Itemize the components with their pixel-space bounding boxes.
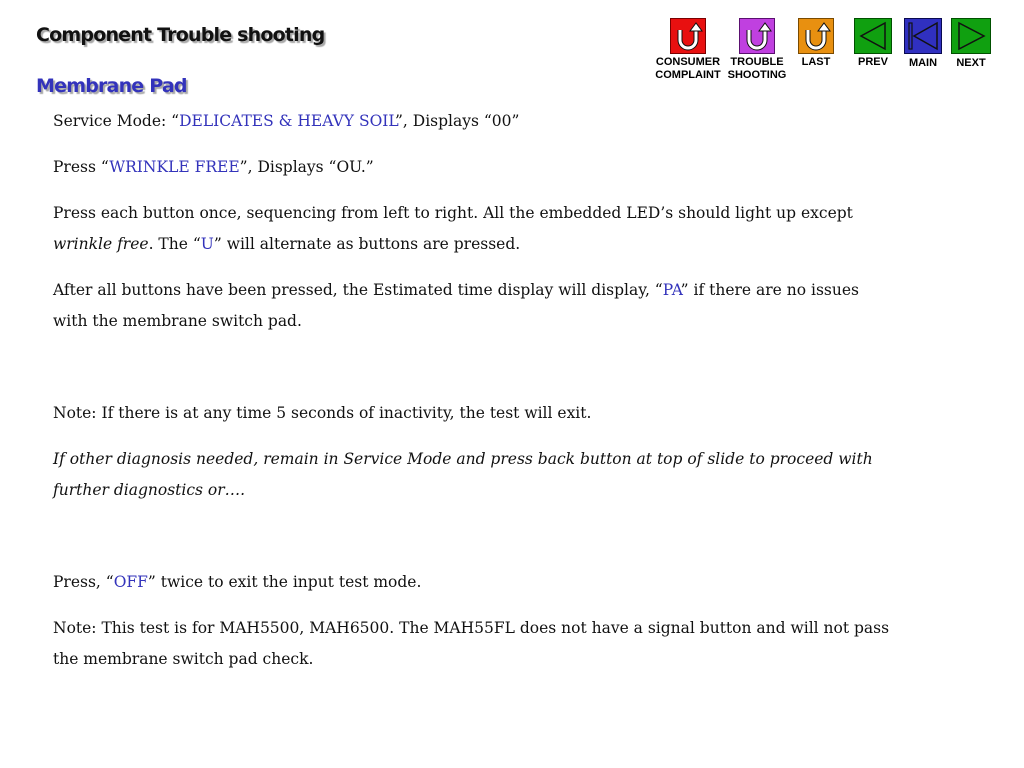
last-button[interactable] [794,18,838,69]
service-mode-instruction: Service Mode: “DELICATES & HEAVY SOIL”, Displays “00” [53,112,520,130]
last-label: LAST [801,56,831,68]
main-button[interactable] [902,18,944,70]
sequence-instruction: Press each button once, sequencing from left to right. All the embedded LED’s should light up except wrinkle free. The “U” will alternate as buttons are pressed. [53,204,853,253]
result-instruction: After all buttons have been pressed, the Estimated time display will display, “PA” if there are no issues with the membrane switch pad. [53,281,859,330]
slide-title: Component Trouble shooting [36,24,325,46]
prev-label: PREV [858,56,888,68]
exit-instruction: Press, “OFF” twice to exit the input test mode. [53,573,422,591]
triangle-right-icon [951,18,991,54]
u-turn-arrow-icon [739,18,775,54]
off-button-highlight: OFF [113,573,148,591]
u-turn-arrow-icon [670,18,706,54]
consumer-complaint-button[interactable] [653,18,723,82]
next-label: NEXT [956,57,986,69]
model-note: Note: This test is for MAH5500, MAH6500. The MAH55FL does not have a signal button and will not pass the membrane switch pad check. [53,619,890,668]
wrinkle-free-italic: wrinkle free [53,235,149,253]
trouble-shooting-button[interactable] [722,18,792,82]
wrinkle-free-instruction: Press “WRINKLE FREE”, Displays “OU.” [53,158,374,176]
main-label: MAIN [908,57,938,69]
pass-code-highlight: PA [662,281,681,299]
next-button[interactable] [949,18,993,70]
button-name-highlight: WRINKLE FREE [109,158,240,176]
display-code-highlight: U [200,235,214,253]
nav-bar [0,18,1024,88]
triangle-left-icon [854,18,892,54]
skip-to-start-icon [904,18,942,54]
trouble-shooting-label: TROUBLE SHOOTING [727,56,787,81]
slide-body [53,106,898,690]
u-turn-arrow-icon [798,18,834,54]
consumer-complaint-label: CONSUMER COMPLAINT [655,56,721,81]
inactivity-note: Note: If there is at any time 5 seconds of inactivity, the test will exit. [53,404,592,422]
diagnosis-note: If other diagnosis needed, remain in Service Mode and press back button at top of slide to proceed with further diagnostics or…. [53,450,873,499]
slide-subtitle: Membrane Pad [36,75,187,97]
prev-button[interactable] [853,18,893,69]
cycle-name-highlight: DELICATES & HEAVY SOIL [179,112,395,130]
